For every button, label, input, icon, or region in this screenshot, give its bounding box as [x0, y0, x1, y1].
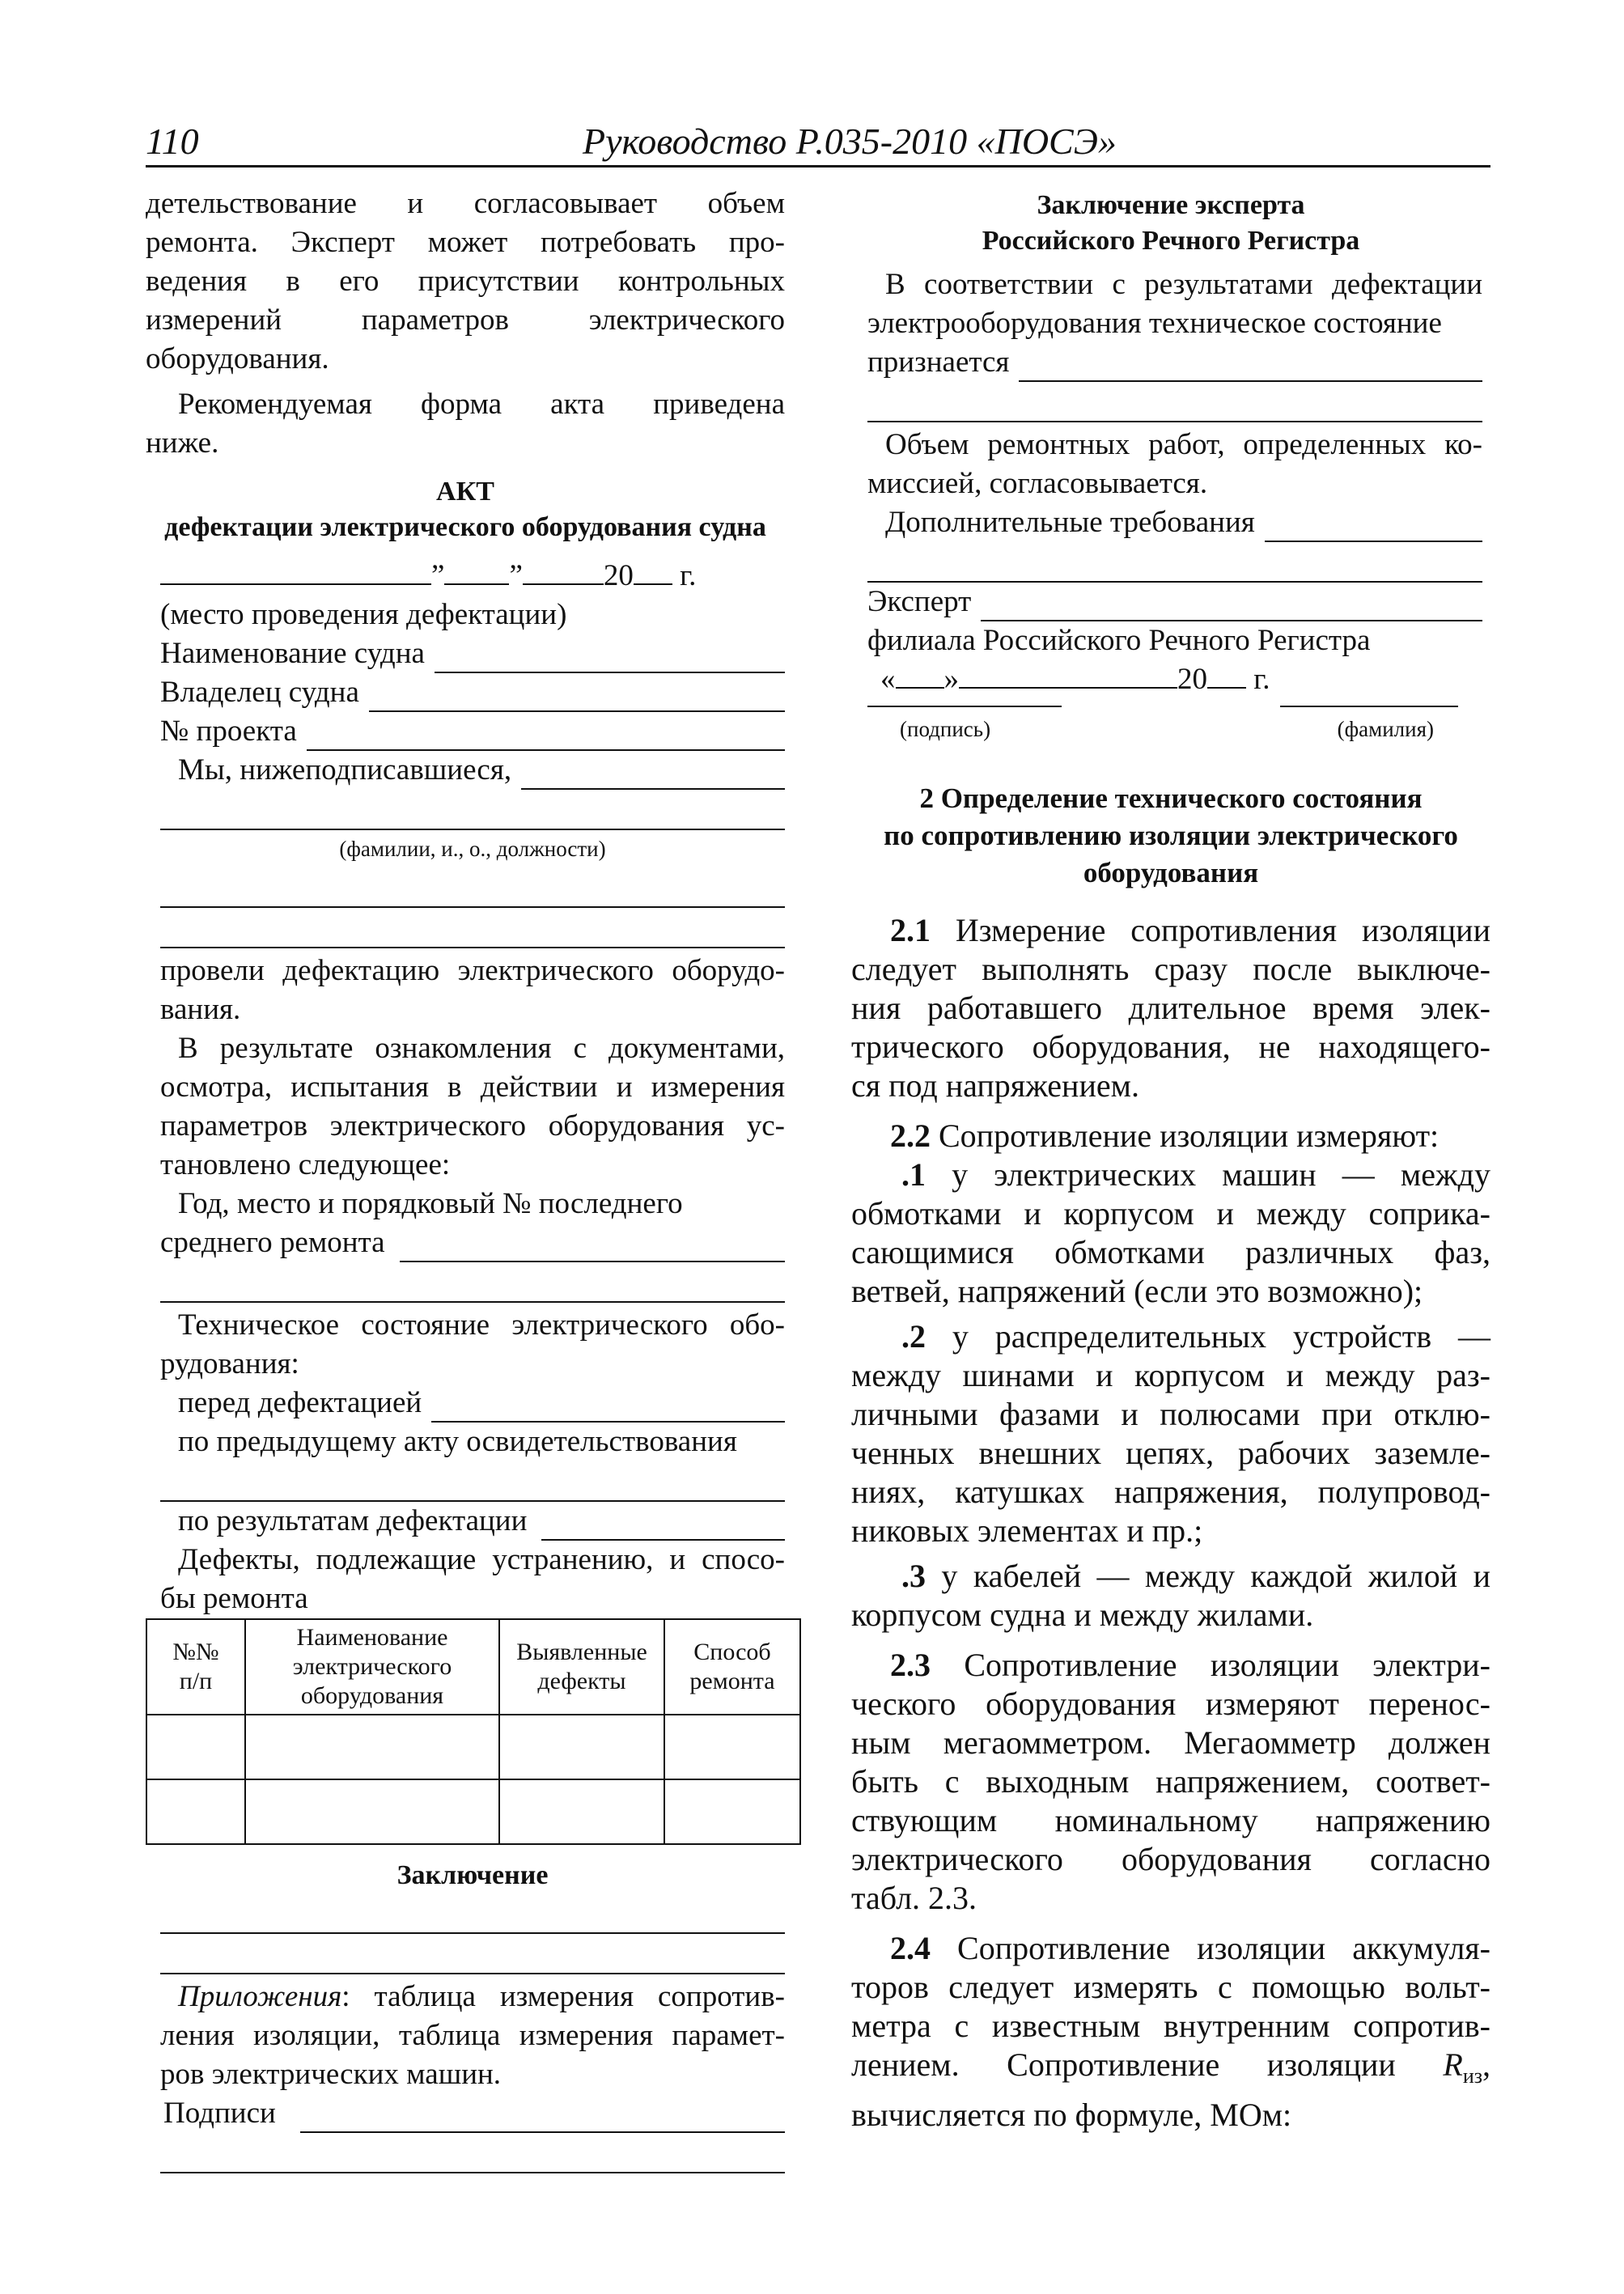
- intro-line: детельствование и согласовывает объем: [146, 187, 785, 220]
- expert-field: [867, 583, 1482, 621]
- header-text: Наименование: [296, 1624, 448, 1651]
- paragraph-line: электрического оборудования согласно: [851, 1841, 1490, 1877]
- blank-line: [160, 877, 785, 908]
- paragraph-text: Сопротивление изоляции электри-: [931, 1647, 1490, 1683]
- appendix-label: Приложения: [178, 1980, 342, 2013]
- table-cell: [499, 1779, 664, 1844]
- tech-line: рудования:: [160, 1347, 299, 1380]
- intro-line: измерений параметров электрического: [146, 303, 785, 337]
- act-subtitle: дефектации электрического оборудования судна: [164, 512, 766, 542]
- table-cell: [664, 1715, 800, 1779]
- blank-line: [160, 1903, 785, 1934]
- blank-line: [1265, 511, 1482, 542]
- header-text: ремонта: [689, 1668, 775, 1694]
- act-title: АКТ: [436, 477, 494, 507]
- table-header-cell: [664, 1619, 800, 1715]
- formula-subscript: из: [1462, 2064, 1482, 2088]
- table-cell: [245, 1715, 499, 1779]
- volume-line: Объем ремонтных работ, определенных ко-: [885, 428, 1482, 461]
- blank-line: [160, 1944, 785, 1974]
- year-line: Год, место и порядковый № последнего: [178, 1187, 683, 1220]
- blank-line: [896, 663, 944, 689]
- item-number: .1: [901, 1156, 926, 1193]
- expert-label: Эксперт: [867, 585, 972, 618]
- quote-close: »: [943, 663, 959, 696]
- blank-line: [435, 642, 785, 673]
- paragraph-number: 2.1: [890, 912, 931, 948]
- signature-block: [867, 699, 1482, 756]
- blank-line: [160, 918, 785, 948]
- paragraph-line: метра с известным внутренним сопротив-: [851, 2008, 1490, 2044]
- blank-line: [634, 559, 672, 585]
- blank-line: [160, 2143, 785, 2173]
- undersigned-field: [160, 751, 785, 790]
- intro-line: ремонта. Эксперт может потребовать про-: [146, 226, 785, 259]
- year-suffix: г.: [1253, 663, 1270, 696]
- paragraph-line: вычисляется по формуле, МОм:: [851, 2097, 1292, 2133]
- paragraph-line: личными фазами и полюсами при отклю-: [851, 1396, 1490, 1432]
- paragraph-line: [851, 1646, 1490, 1685]
- year-field: [160, 1223, 785, 1262]
- formula-symbol: R: [1443, 2046, 1463, 2083]
- quote-mark: ”: [509, 559, 523, 592]
- blank-line: [541, 1510, 785, 1541]
- paragraph-text: лением. Сопротивление изоляции: [851, 2046, 1444, 2083]
- header-text: оборудования: [300, 1682, 444, 1709]
- paragraph-line: [851, 1557, 1490, 1596]
- signatures-label: Подписи: [163, 2097, 276, 2130]
- additional-field: [867, 503, 1482, 542]
- branch-label: филиала Российского Речного Регистра: [867, 624, 1371, 657]
- accordance-line: В соответствии с результатами дефектации: [885, 268, 1482, 301]
- owner-field: [160, 673, 785, 712]
- surname-line: [1280, 706, 1458, 707]
- blank-line: [160, 799, 785, 830]
- conclusion-title: Заключение: [396, 1860, 549, 1890]
- date-line: [160, 557, 785, 596]
- expert-subtitle: Российского Речного Регистра: [982, 226, 1360, 256]
- paragraph-line: между шинами и корпусом и между раз-: [851, 1357, 1490, 1393]
- result-line: осмотра, испытания в действии и измерения: [160, 1071, 785, 1104]
- table-cell: [664, 1779, 800, 1844]
- table-header-cell: [245, 1619, 499, 1715]
- blank-line: [444, 559, 509, 585]
- table-row: [146, 1779, 800, 1844]
- volume-line: миссией, согласовывается.: [867, 467, 1208, 500]
- result-line: В результате ознакомления с документами,: [178, 1032, 785, 1065]
- blank-line: [1207, 663, 1246, 689]
- paragraph-line: никовых элементах и пр.;: [851, 1512, 1203, 1549]
- year-label: среднего ремонта: [160, 1226, 385, 1259]
- paragraph-line: ниях, катушках напряжения, полупровод-: [851, 1474, 1490, 1510]
- paragraph-line: ветвей, напряжений (если это возможно);: [851, 1273, 1423, 1309]
- expert-date-line: [867, 660, 1482, 699]
- year-prefix: 20: [1177, 663, 1207, 696]
- blank-line: [400, 1232, 785, 1262]
- undersigned-label: Мы, нижеподписавшиеся,: [178, 753, 512, 787]
- paragraph-text: у электрических машин — между: [926, 1156, 1490, 1193]
- expert-title: Заключение эксперта: [1037, 190, 1305, 220]
- paragraph-line: [851, 1317, 1490, 1356]
- table-cell: [499, 1715, 664, 1779]
- paragraph-line: ческого оборудования измеряют перенос-: [851, 1686, 1490, 1722]
- running-title: Руководство Р.035-2010 «ПОСЭ»: [583, 121, 1117, 162]
- owner-label: Владелец судна: [160, 676, 359, 709]
- defects-line: бы ремонта: [160, 1582, 308, 1615]
- appendix-line: [160, 1978, 785, 2016]
- paragraph-line: обмотками и корпусом и между соприка-: [851, 1195, 1490, 1232]
- result-line: тановлено следующее:: [160, 1148, 451, 1181]
- project-label: № проекта: [160, 714, 297, 748]
- paragraph-number: 2.4: [890, 1930, 931, 1966]
- quote-mark: ”: [431, 559, 445, 592]
- paragraph-text: у распределительных устройств —: [926, 1318, 1490, 1355]
- carried-out-line: провели дефектацию электрического оборудо-: [160, 954, 785, 987]
- blank-line: [959, 663, 1177, 689]
- paragraph-line: ствующим номинальному напряжению: [851, 1802, 1490, 1838]
- ship-name-label: Наименование судна: [160, 637, 425, 670]
- blank-line: [369, 681, 785, 712]
- paragraph-line: трического оборудования, не находящего-: [851, 1028, 1490, 1065]
- paragraph-text: у кабелей — между каждой жилой и: [926, 1558, 1490, 1594]
- ship-name-field: [160, 634, 785, 673]
- blank-line: [160, 1272, 785, 1303]
- intro-line: оборудования.: [146, 342, 329, 375]
- right-column: [851, 188, 1490, 2135]
- header-text: п/п: [179, 1668, 213, 1694]
- table-header-cell: [146, 1619, 245, 1715]
- item-number: .2: [901, 1318, 926, 1355]
- paragraph-line: ным мегаомметром. Мегаомметр должен: [851, 1724, 1490, 1761]
- header-text: №№: [172, 1639, 219, 1665]
- blank-line: [160, 1471, 785, 1502]
- table-cell: [146, 1779, 245, 1844]
- signature-line: [867, 706, 1062, 707]
- year-suffix: г.: [680, 559, 697, 592]
- paragraph-text: Сопротивление изоляции измеряют:: [931, 1117, 1440, 1154]
- paragraph-line: следует выполнять сразу после выключе-: [851, 951, 1490, 987]
- previous-label: по предыдущему акту освидетельствования: [178, 1425, 737, 1458]
- project-field: [160, 712, 785, 751]
- quote-open: «: [880, 663, 896, 696]
- signature-caption: (подпись): [900, 717, 991, 741]
- recommend-line: ниже.: [146, 426, 219, 460]
- blank-line: [521, 759, 785, 790]
- header-text: дефекты: [537, 1668, 626, 1694]
- surname-caption: (фамилия): [1337, 717, 1434, 741]
- before-label: перед дефектацией: [178, 1386, 422, 1419]
- paragraph-number: 2.3: [890, 1647, 931, 1683]
- result-line: параметров электрического оборудования ус-: [160, 1109, 785, 1143]
- blank-line: [867, 552, 1482, 583]
- blank-line: [160, 559, 431, 585]
- appendix-line: ров электрических машин.: [160, 2058, 502, 2091]
- blank-line: [981, 591, 1482, 621]
- before-field: [160, 1384, 785, 1423]
- section-title: оборудования: [1083, 857, 1259, 888]
- table-cell: [146, 1715, 245, 1779]
- place-label: (место проведения дефектации): [160, 598, 567, 631]
- paragraph-line: быть с выходным напряжением, соответ-: [851, 1763, 1490, 1800]
- paragraph-line: торов следует измерять с помощью вольт-: [851, 1969, 1490, 2005]
- paragraph-line: [851, 2046, 1490, 2096]
- paragraph-line: ченных внешних цепях, рабочих заземле-: [851, 1435, 1490, 1471]
- paragraph-line: корпусом судна и между жилами.: [851, 1596, 1314, 1633]
- table-cell: [245, 1779, 499, 1844]
- section-title: 2 Определение технического состояния: [919, 782, 1423, 814]
- carried-out-line: вания.: [160, 993, 241, 1026]
- item-number: .3: [901, 1558, 926, 1594]
- defects-table: [146, 1618, 801, 1845]
- paragraph-line: [851, 911, 1490, 950]
- blank-line: [300, 2102, 785, 2133]
- appendix-line: ления изоляции, таблица измерения парамет-: [160, 2019, 785, 2052]
- appendix-text: : таблица измерения сопротив-: [341, 1980, 785, 2013]
- recognized-label: признается: [867, 346, 1010, 379]
- paragraph-line: ния работавшего длительное время элек-: [851, 990, 1490, 1026]
- names-caption: (фамилии, и., о., должности): [339, 837, 606, 861]
- paragraph-line: [851, 1117, 1490, 1155]
- signatures-field: [160, 2094, 785, 2133]
- table-header-row: [146, 1619, 800, 1715]
- accordance-line: электрооборудования техническое состояние: [867, 307, 1442, 340]
- header-rule: [146, 165, 1490, 167]
- header-text: Способ: [693, 1639, 771, 1665]
- tech-line: Техническое состояние электрического обо-: [178, 1308, 785, 1342]
- blank-line: [307, 720, 785, 751]
- blank-line: [431, 1392, 785, 1423]
- recommend-line: Рекомендуемая форма акта приведена: [178, 388, 785, 421]
- header-text: электрического: [292, 1653, 452, 1680]
- paragraph-line: [851, 1929, 1490, 1968]
- paragraph-text: Измерение сопротивления изоляции: [931, 912, 1490, 948]
- recognized-field: [867, 343, 1482, 382]
- defects-line: Дефекты, подлежащие устранению, и спосо-: [178, 1543, 785, 1576]
- paragraph-number: 2.2: [890, 1117, 931, 1154]
- paragraph-text: Сопротивление изоляции аккумуля-: [931, 1930, 1490, 1966]
- by-results-field: [160, 1502, 785, 1541]
- additional-label: Дополнительные требования: [885, 506, 1255, 539]
- paragraph-line: сающимися обмотками различных фаз,: [851, 1234, 1490, 1270]
- paragraph-line: табл. 2.3.: [851, 1880, 977, 1916]
- left-column: [146, 184, 785, 2173]
- paragraph-line: [851, 1155, 1490, 1194]
- by-results-label: по результатам дефектации: [178, 1504, 528, 1537]
- header-text: Выявленные: [516, 1639, 647, 1665]
- blank-line: [1019, 351, 1482, 382]
- blank-line: [523, 559, 604, 585]
- paragraph-line: ся под напряжением.: [851, 1067, 1139, 1104]
- blank-line: [867, 392, 1482, 422]
- page-number: 110: [146, 121, 199, 162]
- punctuation: ,: [1482, 2046, 1490, 2083]
- intro-line: ведения в его присутствии контрольных: [146, 265, 785, 298]
- table-row: [146, 1715, 800, 1779]
- table-header-cell: [499, 1619, 664, 1715]
- year-prefix: 20: [603, 559, 634, 592]
- section-title: по сопротивлению изоляции электрического: [884, 820, 1458, 851]
